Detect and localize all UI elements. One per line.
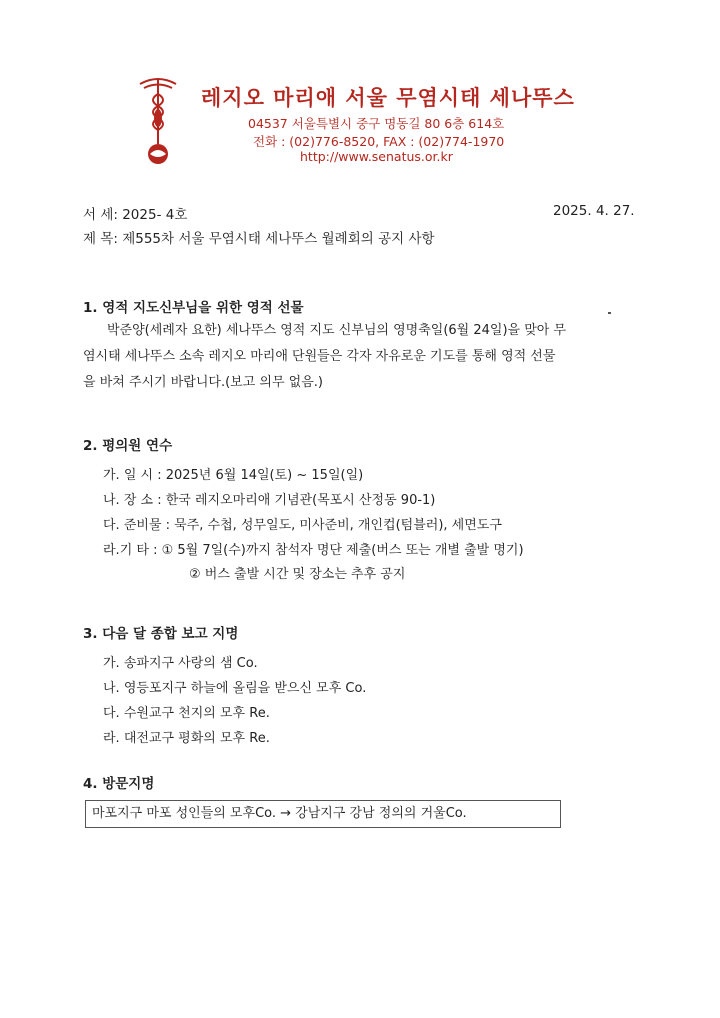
org-address: 04537 서울특별시 중구 명동길 80 6층 614호 [248, 116, 505, 131]
section-1-heading: 1. 영적 지도신부님을 위한 영적 선물 [83, 300, 304, 316]
doc-subject: 제 목: 제555차 서울 무염시태 세나뚜스 월례회의 공지 사항 [83, 231, 435, 247]
visit-route-box: 마포지구 마포 성인들의 모후Co. → 강남지구 강남 정의의 거울Co. [85, 800, 561, 828]
org-website[interactable]: http://www.senatus.or.kr [300, 149, 453, 164]
list-item: 라.기 타 : ① 5월 7일(수)까지 참석자 명단 제출(버스 또는 개별 출발 명기) [103, 543, 524, 558]
list-item: 나. 영등포지구 하늘에 올림을 받으신 모후 Co. [103, 681, 367, 696]
section-3-heading: 3. 다음 달 종합 보고 지명 [83, 626, 239, 642]
paragraph-line: 염시태 세나뚜스 소속 레지오 마리애 단원들은 각자 자유로운 기도를 통해 영적 선물 [83, 349, 556, 364]
list-item: 다. 준비물 : 묵주, 수첩, 성무일도, 미사준비, 개인컵(텀블러), 세면도구 [103, 518, 502, 533]
list-item: 나. 장 소 : 한국 레지오마리애 기념관(목포시 산정동 90-1) [103, 493, 436, 508]
legion-emblem-logo [136, 74, 180, 166]
paragraph-line: 을 바쳐 주시기 바랍니다.(보고 의무 없음.) [83, 375, 323, 390]
paragraph-line: 박준양(세례자 요한) 세나뚜스 영적 지도 신부님의 영명축일(6월 24일)을 맞아 무 [107, 323, 567, 338]
org-phone: 전화 : (02)776-8520, FAX : (02)774-1970 [253, 134, 505, 149]
list-item: 라. 대전교구 평화의 모후 Re. [103, 731, 270, 746]
section-1-paragraph [83, 318, 665, 396]
section-2-heading: 2. 평의원 연수 [83, 438, 173, 454]
list-item: 가. 송파지구 사랑의 샘 Co. [103, 656, 258, 671]
list-item: 가. 일 시 : 2025년 6월 14일(토) ~ 15일(일) [103, 468, 364, 483]
list-item: ② 버스 출발 시간 및 장소는 추후 공지 [189, 567, 406, 582]
doc-number: 서 세: 2025- 4호 [83, 207, 188, 223]
doc-date: 2025. 4. 27. [553, 203, 635, 219]
scan-speck [608, 312, 611, 314]
org-name: 레지오 마리애 서울 무염시태 세나뚜스 [201, 86, 575, 110]
list-item: 다. 수원교구 천지의 모후 Re. [103, 706, 270, 721]
section-4-heading: 4. 방문지명 [83, 776, 155, 792]
